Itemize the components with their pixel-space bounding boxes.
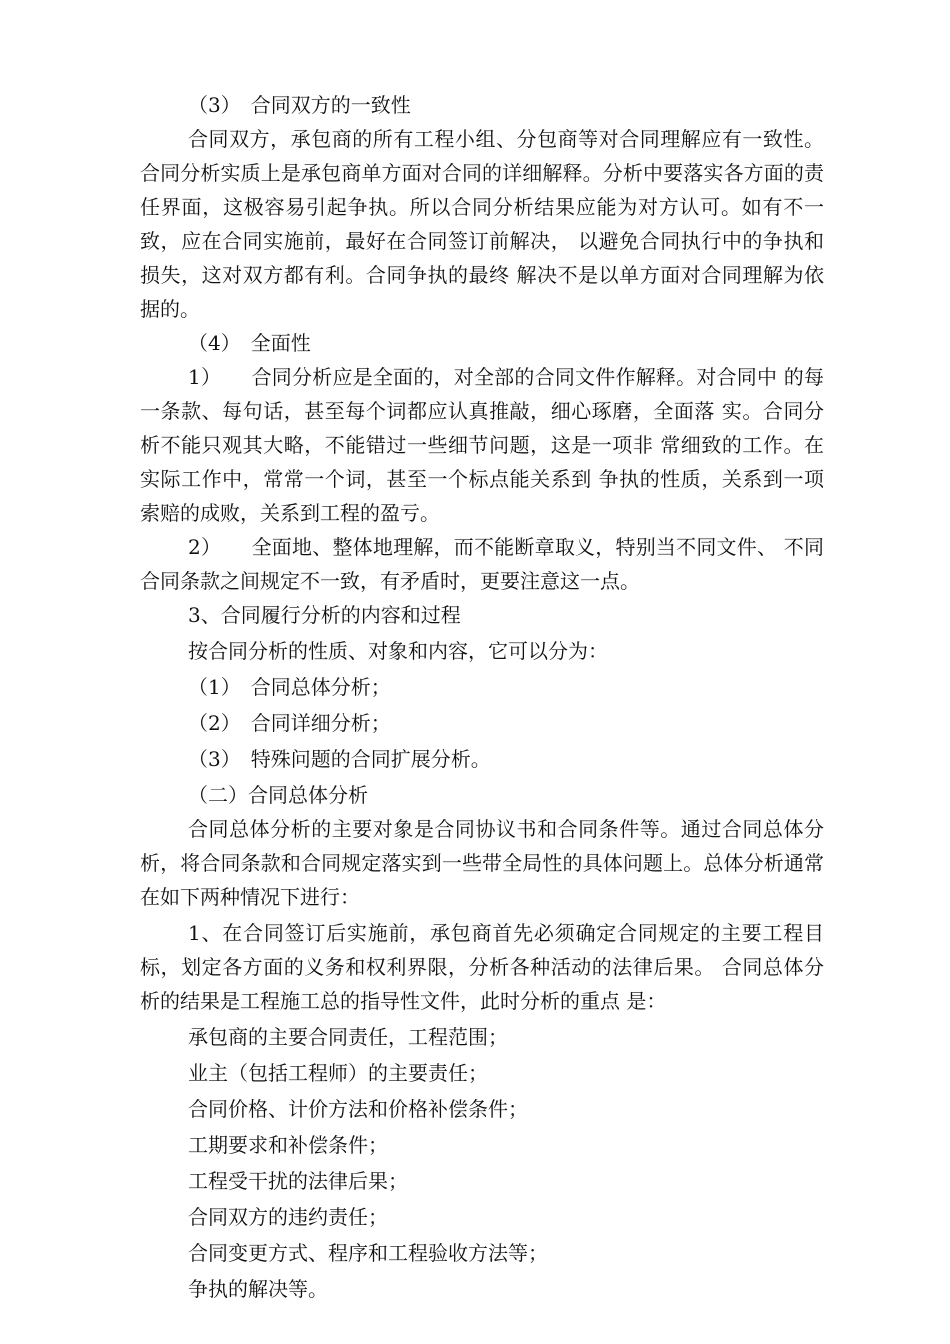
focus-item-breach: 合同双方的违约责任； [188, 1205, 388, 1229]
paragraph-comprehensiveness-2: 2） 全面地、整体地理解，而不能断章取义，特别当不同文件、 不同合同条款之间规定不一致，有矛盾时，更要注意这一点。 [140, 535, 824, 593]
focus-item-interference: 工程受干扰的法律后果； [188, 1169, 408, 1193]
focus-item-contractor-responsibility: 承包商的主要合同责任，工程范围； [188, 1025, 508, 1049]
list-item-detailed-analysis: （2） 合同详细分析； [188, 711, 391, 735]
paragraph-consistency: 合同双方，承包商的所有工程小组、分包商等对合同理解应有一致性。合同分析实质上是承包商单方面对合同的详细解释。分析中要落实各方面的责任界面，这极容易引起争执。所以合同分析结果应能为对方认可。如有不一致，应在合同实施前，最好在合同签订前解决， 以避免合同执行中的争执和损失，这对双方都有利。合同争执的最终 解决不是以单方面对合同理解为依据的。 [140, 127, 824, 321]
document-body [140, 88, 824, 1306]
list-item-overall-analysis: （1） 合同总体分析； [188, 675, 391, 699]
heading-comprehensiveness: （4） 全面性 [188, 331, 311, 355]
focus-item-schedule: 工期要求和补偿条件； [188, 1133, 388, 1157]
list-item-extension-analysis: （3） 特殊问题的合同扩展分析。 [188, 747, 491, 771]
focus-item-contract-price: 合同价格、计价方法和价格补偿条件； [188, 1097, 528, 1121]
paragraph-classification-intro: 按合同分析的性质、对象和内容，它可以分为： [188, 639, 608, 663]
paragraph-overall-analysis: 合同总体分析的主要对象是合同协议书和合同条件等。通过合同总体分析，将合同条款和合同规定落实到一些带全局性的具体问题上。总体分析通常在如下两种情况下进行： [140, 817, 824, 909]
heading-contract-analysis-content: 3、合同履行分析的内容和过程 [188, 603, 461, 627]
heading-consistency: （3） 合同双方的一致性 [188, 93, 411, 117]
focus-item-owner-responsibility: 业主（包括工程师）的主要责任； [188, 1061, 488, 1085]
focus-item-dispute-resolution: 争执的解决等。 [188, 1277, 328, 1301]
focus-item-change-procedure: 合同变更方式、程序和工程验收方法等； [188, 1241, 548, 1265]
heading-overall-analysis: （二）合同总体分析 [188, 783, 368, 807]
paragraph-before-implementation: 1、在合同签订后实施前，承包商首先必须确定合同规定的主要工程目标，划定各方面的义务和权利界限，分析各种活动的法律后果。 合同总体分析的结果是工程施工总的指导性文件，此时分析的重点 是： [140, 921, 824, 1013]
paragraph-comprehensiveness-1: 1） 合同分析应是全面的，对全部的合同文件作解释。对合同中 的每一条款、每句话，甚至每个词都应认真推敲，细心琢磨，全面落 实。合同分析不能只观其大略，不能错过一些细节问题，这是一项非 常细致的工作。在实际工作中，常常一个词，甚至一个标点能关系到 争执的性质，关系到一项索赔的成败，关系到工程的盈亏。 [140, 365, 824, 525]
